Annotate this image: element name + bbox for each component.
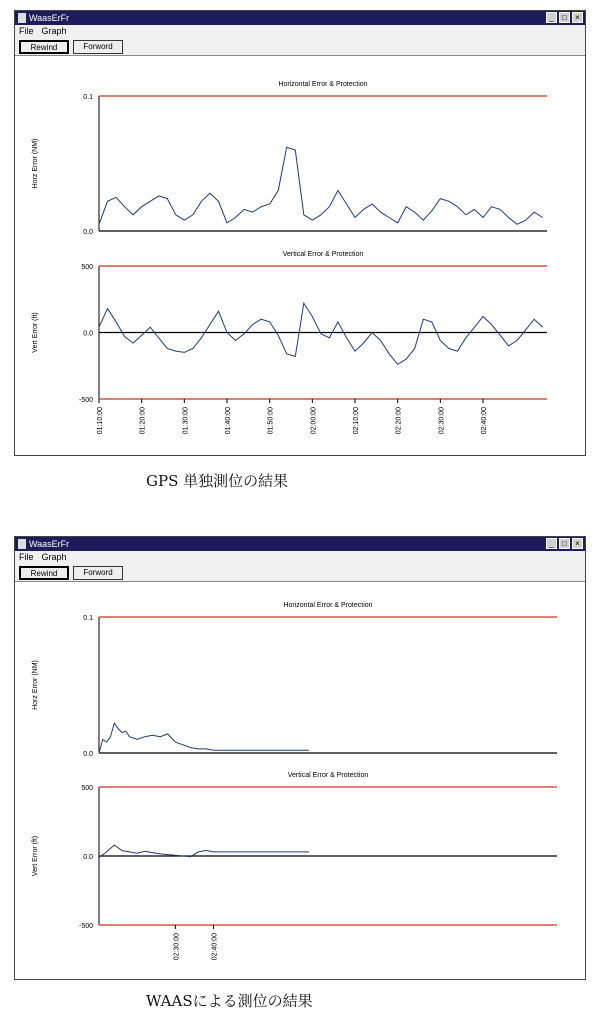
maximize-button[interactable]: □ — [559, 538, 570, 549]
x-tick-label-1-2: 01:30:00 — [182, 407, 190, 435]
chart-ylabel-2: Horz Error (NM) — [32, 660, 39, 710]
x-tick-label-1-8: 02:30:00 — [438, 407, 446, 435]
series-error-1 — [99, 303, 543, 364]
menu-file[interactable]: File — [19, 552, 34, 562]
caption-gps: GPS 単独測位の結果 — [146, 472, 289, 490]
rewind-button[interactable]: Rewind — [19, 566, 69, 580]
minimize-button[interactable]: _ — [546, 12, 557, 23]
y-tick-label-1-0: 500 — [81, 264, 93, 271]
x-tick-label-3-0: 02:30:00 — [173, 933, 181, 961]
window-gps — [14, 10, 586, 456]
chart-ylabel-3: Vert Error (ft) — [32, 835, 39, 877]
chart-area-gps — [15, 11, 585, 455]
chart-title-0: Horizontal Error & Protection — [278, 81, 368, 88]
x-tick-label-1-0: 01:10:00 — [97, 407, 104, 435]
y-tick-label-3-0: 500 — [81, 785, 93, 792]
window-title: WaasErFr — [29, 13, 70, 23]
x-tick-label-1-5: 02:00:00 — [310, 407, 318, 435]
minimize-button[interactable]: _ — [546, 538, 557, 549]
forword-button[interactable]: Forword — [73, 566, 123, 580]
x-tick-label-1-9: 02:40:00 — [481, 407, 488, 435]
series-error-0 — [99, 147, 543, 224]
x-tick-label-3-1: 02:40:00 — [211, 933, 219, 961]
window-title: WaasErFr — [29, 539, 70, 549]
x-tick-label-1-7: 02:20:00 — [395, 407, 403, 435]
chart-ylabel-0: Horz Error (NM) — [32, 138, 39, 189]
forword-button[interactable]: Forword — [73, 40, 123, 54]
y-tick-label-3-2: -500 — [78, 923, 93, 930]
x-tick-label-1-4: 01:50:00 — [267, 407, 275, 435]
close-button[interactable]: × — [572, 12, 583, 23]
menu-file[interactable]: File — [19, 26, 34, 36]
y-tick-label-0-0: 0.1 — [83, 94, 93, 101]
x-tick-label-1-3: 01:40:00 — [225, 407, 232, 435]
chart-title-2: Horizontal Error & Protection — [283, 602, 373, 609]
window-waas — [14, 536, 586, 980]
menu-graph[interactable]: Graph — [41, 552, 67, 562]
y-tick-label-0-1: 0.0 — [83, 229, 93, 236]
caption-waas: WAASによる測位の結果 — [146, 992, 313, 1010]
maximize-button[interactable]: □ — [559, 12, 570, 23]
chart-area-waas — [15, 537, 585, 979]
y-tick-label-2-1: 0.0 — [83, 751, 93, 758]
y-tick-label-2-0: 0.1 — [83, 615, 93, 622]
y-tick-label-3-1: 0.0 — [83, 854, 93, 861]
close-button[interactable]: × — [572, 538, 583, 549]
x-tick-label-1-1: 01:20:00 — [139, 407, 147, 435]
y-tick-label-1-2: -500 — [78, 397, 93, 404]
chart-ylabel-1: Vert Error (ft) — [32, 312, 39, 353]
y-tick-label-1-1: 0.0 — [83, 330, 93, 338]
x-tick-label-1-6: 02:10:00 — [353, 407, 360, 435]
menu-graph[interactable]: Graph — [41, 26, 67, 36]
rewind-button[interactable]: Rewind — [19, 40, 69, 54]
series-error-2 — [99, 723, 309, 753]
chart-title-3: Vertical Error & Protection — [287, 772, 369, 779]
chart-title-1: Vertical Error & Protection — [282, 251, 364, 258]
